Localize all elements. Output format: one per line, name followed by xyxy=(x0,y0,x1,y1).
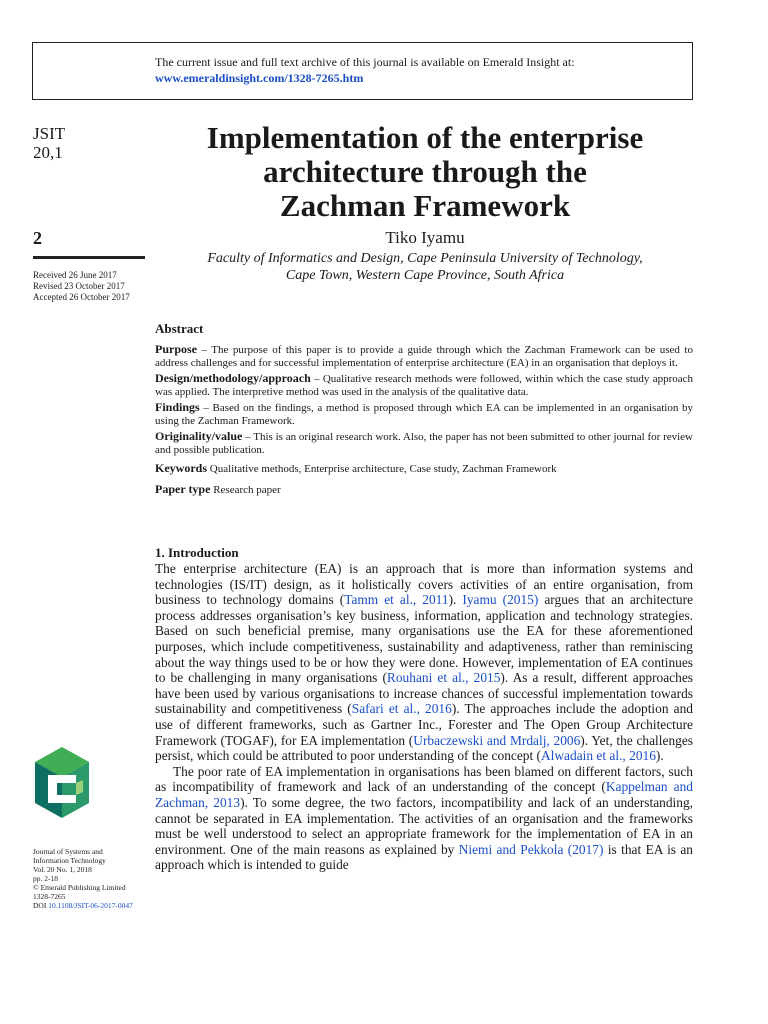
title-line: Zachman Framework xyxy=(279,188,571,223)
margin-rule xyxy=(33,256,145,259)
paragraph xyxy=(155,561,693,764)
accepted-date: Accepted 26 October 2017 xyxy=(33,292,130,302)
citation-link[interactable]: Safari et al., 2016 xyxy=(351,701,452,717)
citation-link[interactable]: Alwadain et al., 2016 xyxy=(541,748,656,764)
originality-label: Originality/value xyxy=(155,429,243,443)
page-number: 2 xyxy=(33,228,42,248)
abstract-purpose xyxy=(155,343,693,369)
title-line: Implementation of the enterprise xyxy=(206,120,644,155)
citation-link[interactable]: Niemi and Pekkola (2017) xyxy=(458,841,604,857)
keywords xyxy=(155,462,693,476)
citation-link[interactable]: Kappelman and Zachman, 2013 xyxy=(155,779,694,810)
journal-name: Information Technology xyxy=(33,856,106,865)
findings-text: – Based on the findings, a method is proposed through which EA can be implemented in an organisation by using the Zachman Framework. xyxy=(155,402,693,427)
keywords-text: Qualitative methods, Enterprise architecture, Case study, Zachman Framework xyxy=(207,463,557,475)
citation-link[interactable]: Tamm et al., 2011 xyxy=(344,592,449,608)
introduction-body xyxy=(155,561,693,873)
title-line: architecture through the xyxy=(263,154,587,189)
keywords-label: Keywords xyxy=(155,461,207,475)
doi-line xyxy=(33,901,133,910)
citation-link[interactable]: Urbaczewski and Mrdalj, 2006 xyxy=(413,732,581,748)
design-text: – Qualitative research methods were followed, within which the case study approach was applied. The interpretive method was used in the analysis of the qualitative data. xyxy=(155,373,693,398)
page-range: pp. 2-18 xyxy=(33,874,58,883)
issn: 1328-7265 xyxy=(33,892,66,901)
abstract-findings xyxy=(155,401,693,427)
text-run: is that EA is an approach which is intended to guide xyxy=(155,841,694,873)
emerald-journal-logo xyxy=(33,745,91,820)
archive-banner xyxy=(32,42,693,100)
publisher: © Emerald Publishing Limited xyxy=(33,883,126,892)
paragraph xyxy=(155,764,693,873)
text-run: ). As a result, different approaches have been used by various organisations to increase chances of successful implementation towards sustainability and competitiveness ( xyxy=(155,670,693,717)
journal-volume: 20,1 xyxy=(33,143,63,162)
doi-link[interactable]: 10.1108/JSIT-06-2017-0047 xyxy=(48,901,133,910)
purpose-label: Purpose xyxy=(155,342,197,356)
originality-text: – This is an original research work. Also, the paper has not been submitted to other journal for review and possible publication. xyxy=(155,431,693,456)
findings-label: Findings xyxy=(155,400,200,414)
affiliation xyxy=(150,250,700,284)
text-run: The poor rate of EA implementation in organisations has been blamed on different factors, such as incompatibility of framework and lack of an understanding of the concept ( xyxy=(155,763,693,795)
text-run: ). xyxy=(655,748,664,764)
text-run: ). To some degree, the two factors, incompatibility and lack of an understanding, cannot be separated in EA implementation. The activities of an organisation and the frameworks must be well understood to select an appropriate framework for the implementation of EA in an environment. One of the main reasons as explained by xyxy=(155,794,693,857)
journal-id xyxy=(33,124,65,162)
paper-type-label: Paper type xyxy=(155,481,211,496)
paper-type xyxy=(155,483,693,497)
text-run: argues that an architecture process addresses organisation’s key business, information, application and technology strategies. Based on such beneficial premise, many organisations use the EA for these aforementioned purposes, which include competitiveness, sustainability and adaptiveness, rather than reminiscing about the way things used to be or how they were done. However, implementation of EA continues to be challenging in many organisations ( xyxy=(155,592,694,686)
text-run: ). Yet, the challenges persist, which could be attributed to poor understanding of the concept ( xyxy=(155,732,693,764)
abstract-design xyxy=(155,372,693,398)
banner-text: The current issue and full text archive of this journal is available on Emerald Insight at: xyxy=(155,55,575,69)
abstract-originality xyxy=(155,430,693,456)
volume-issue: Vol. 20 No. 1, 2018 xyxy=(33,865,92,874)
text-run: ). The approaches include the adoption and use of different frameworks, such as Gartner Inc., Forester and The Open Group Architecture Framework (TOGAF), for EA implementation ( xyxy=(155,701,693,748)
introduction-heading: 1. Introduction xyxy=(155,545,239,560)
abstract-body xyxy=(155,343,693,499)
journal-info xyxy=(33,847,133,910)
author-name: Tiko Iyamu xyxy=(385,228,465,247)
citation-link[interactable]: Rouhani et al., 2015 xyxy=(386,670,501,686)
banner-url-link[interactable]: www.emeraldinsight.com/1328-7265.htm xyxy=(155,71,364,85)
paper-type-text: Research paper xyxy=(210,483,281,496)
abstract-heading: Abstract xyxy=(155,321,204,336)
affiliation-line: Faculty of Informatics and Design, Cape Peninsula University of Technology, xyxy=(207,251,643,266)
text-run: ). xyxy=(448,592,463,608)
text-run: The enterprise architecture (EA) is an approach that is more than information systems and technologies (IS/IT) design, as it holistically covers activities of an entire organisation, from business to technology domains ( xyxy=(155,561,693,608)
citation-link[interactable]: Iyamu (2015) xyxy=(462,592,539,608)
affiliation-line: Cape Town, Western Cape Province, South Africa xyxy=(285,268,565,283)
design-label: Design/methodology/approach xyxy=(155,371,311,385)
revised-date: Revised 23 October 2017 xyxy=(33,281,125,291)
journal-abbr: JSIT xyxy=(33,124,66,143)
received-date: Received 26 June 2017 xyxy=(33,270,117,280)
submission-dates xyxy=(33,270,130,303)
journal-name: Journal of Systems and xyxy=(33,847,103,856)
purpose-text: – The purpose of this paper is to provide a guide through which the Zachman Framework can be used to address challenges and for successful implementation of enterprise architecture (EA) in an organisation that deploys it. xyxy=(155,344,693,369)
paper-title xyxy=(150,121,700,223)
doi-label: DOI xyxy=(33,901,47,910)
